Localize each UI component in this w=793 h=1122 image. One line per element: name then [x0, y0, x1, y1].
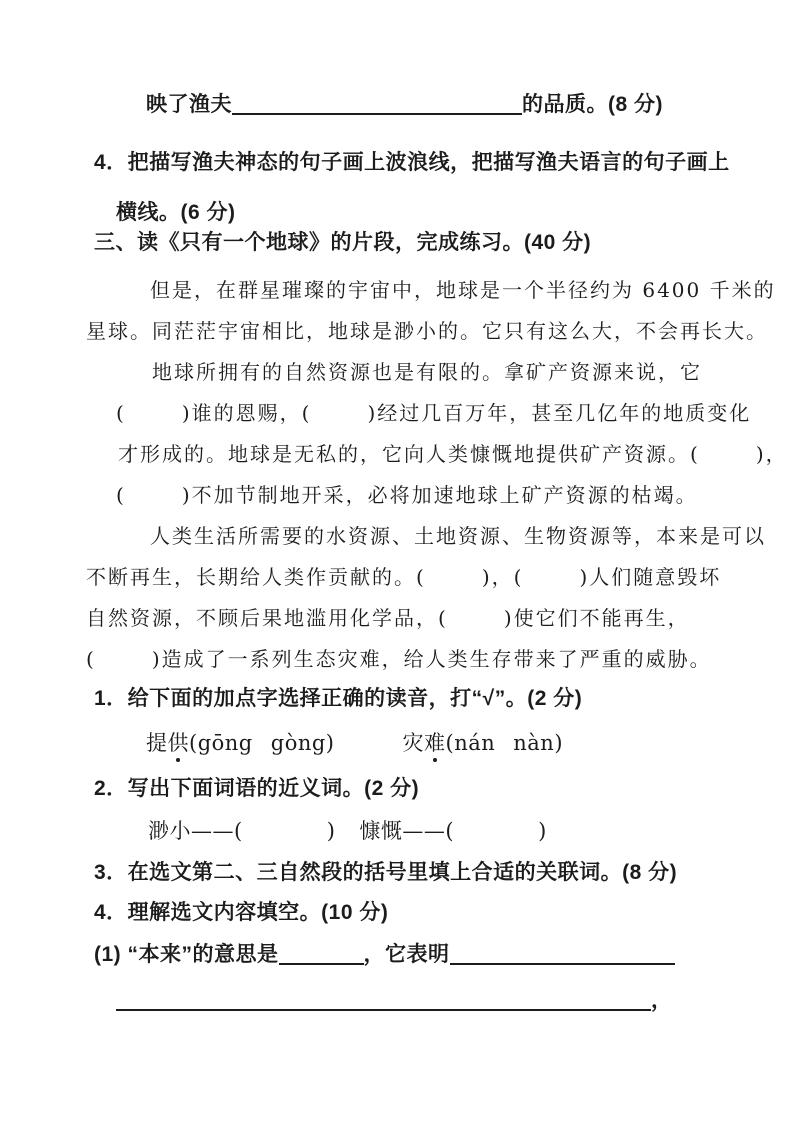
passage-line-8 [86, 562, 793, 592]
open-paren: ( [116, 401, 126, 425]
text-run: nàn) [513, 731, 564, 755]
text-run: 自然资源，不顾后果地滥用化学品， [86, 606, 438, 630]
text-run: 灾 [402, 731, 424, 755]
close-paren: ) [755, 442, 766, 466]
answer-blank-underline [116, 987, 651, 1011]
text-run: 谁的恩赐， [191, 401, 302, 425]
question-2 [86, 774, 793, 804]
text-run: 才形成的。地球是无私的，它向人类慷慨地提供矿产资源。 [118, 442, 690, 466]
text-run: 横线。(6 分) [116, 201, 236, 224]
question-3-tail-line [86, 90, 793, 120]
bracket-fill-in-blank [445, 819, 546, 843]
question-4-sub1-cont [86, 986, 793, 1016]
text-run: 使它们不能再生， [513, 606, 690, 630]
text-run: 4．理解选文内容填空。(10 分) [94, 901, 389, 924]
passage-line-4 [86, 398, 793, 428]
answer-blank-underline [279, 941, 364, 965]
passage-line-1 [86, 275, 793, 305]
bracket-fill-in-blank [116, 483, 192, 507]
question-4-sub1 [86, 940, 793, 970]
passage-line-2 [86, 316, 793, 346]
open-paren: ( [416, 565, 426, 589]
text-run: ，它表明 [363, 943, 450, 966]
open-paren: ( [301, 401, 312, 425]
bracket-fill-in-blank [116, 401, 192, 425]
question-1-options [86, 728, 793, 758]
text-run: 4．把描写渔夫神态的句子画上波浪线，把描写渔夫语言的句子画上 [94, 151, 730, 174]
text-run: 1．给下面的加点字选择正确的读音，打“√”。(2 分) [94, 687, 583, 710]
text-run: 造成了一系列生态灾难，给人类生存带来了严重的威胁。 [161, 647, 712, 671]
bracket-fill-in-blank [514, 565, 590, 589]
emphasis-dotted-char: 难 [424, 728, 446, 758]
close-paren: ) [326, 819, 336, 843]
open-paren: ( [234, 819, 243, 843]
bracket-fill-in-blank [234, 819, 335, 843]
question-2-options [86, 816, 793, 846]
passage-line-6 [86, 480, 793, 510]
text-run: ， [651, 989, 673, 1012]
text-run: (nán [445, 731, 496, 755]
passage-line-5 [86, 439, 793, 469]
text-run: 渺小—— [148, 819, 234, 843]
bracket-fill-in-blank [438, 606, 514, 630]
text-run: (gōng [189, 731, 253, 755]
passage-line-3 [86, 357, 793, 387]
open-paren: ( [513, 565, 524, 589]
close-paren: ) [181, 483, 192, 507]
question-1 [86, 684, 793, 714]
emphasis-dotted-char: 供 [168, 728, 190, 758]
close-paren: ) [181, 401, 192, 425]
section-3-heading [86, 228, 793, 258]
bracket-fill-in-blank [690, 442, 766, 466]
bracket-fill-in-blank [302, 401, 378, 425]
text-run: 三、读《只有一个地球》的片段，完成练习。(40 分) [94, 231, 592, 254]
text-run: 不断再生，长期给人类作贡献的。 [86, 565, 416, 589]
close-paren: ) [367, 401, 378, 425]
answer-blank-underline [450, 941, 675, 965]
text-run: 但是，在群星璀璨的宇宙中，地球是一个半径约为 6400 千米的 [150, 278, 776, 302]
text-run: 2．写出下面词语的近义词。(2 分) [94, 777, 420, 800]
text-run: gòng) [270, 731, 335, 755]
question-3 [86, 858, 793, 888]
passage-line-10 [86, 644, 793, 674]
open-paren: ( [86, 647, 96, 671]
text-run: 不加节制地开采，必将加速地球上矿产资源的枯竭。 [191, 483, 698, 507]
bracket-fill-in-blank [416, 565, 492, 589]
passage-line-9 [86, 603, 793, 633]
text-run: ， [491, 565, 514, 589]
text-run: 3．在选文第二、三自然段的括号里填上合适的关联词。(8 分) [94, 861, 678, 884]
open-paren: ( [445, 819, 455, 843]
text-run: 星球。同茫茫宇宙相比，地球是渺小的。它只有这么大，不会再长大。 [86, 319, 768, 343]
close-paren: ) [481, 565, 492, 589]
bracket-fill-in-blank [86, 647, 162, 671]
text-run: 地球所拥有的自然资源也是有限的。拿矿产资源来说，它 [152, 360, 702, 384]
text-run: 人类生活所需要的水资源、土地资源、生物资源等，本来是可以 [150, 524, 766, 548]
close-paren: ) [503, 606, 514, 630]
question-4-line-1 [86, 148, 793, 178]
close-paren: ) [538, 819, 547, 843]
text-run: ， [765, 442, 788, 466]
text-run: 经过几百万年，甚至几亿年的地质变化 [377, 401, 752, 425]
close-paren: ) [151, 647, 162, 671]
text-run: 映了渔夫 [146, 93, 232, 116]
text-run: (1) “本来”的意思是 [94, 943, 279, 966]
open-paren: ( [116, 483, 126, 507]
text-run: 的品质。(8 分) [522, 93, 663, 116]
question-4-line-2 [86, 198, 793, 228]
open-paren: ( [690, 442, 700, 466]
answer-blank-underline [232, 91, 522, 115]
text-run: 提 [146, 731, 168, 755]
question-4 [86, 898, 793, 928]
passage-line-7 [86, 521, 793, 551]
close-paren: ) [579, 565, 590, 589]
open-paren: ( [438, 606, 448, 630]
text-run: 慷慨—— [359, 819, 446, 843]
text-run: 人们随意毁坏 [589, 565, 722, 589]
